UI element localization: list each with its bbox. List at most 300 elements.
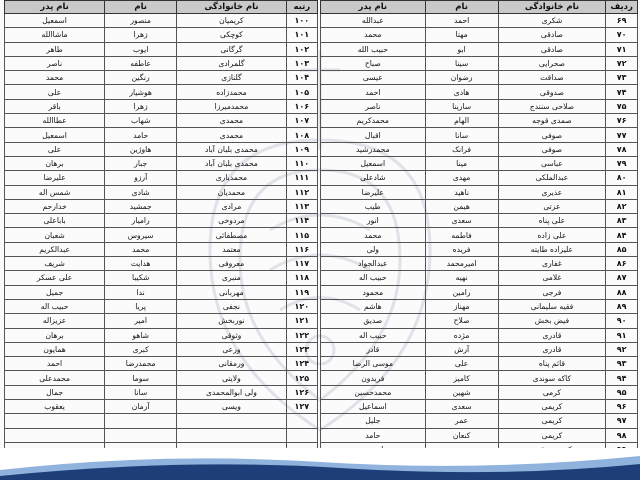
cell-rank: ۱۱۵ bbox=[286, 228, 317, 242]
cell-father: عزیزاله bbox=[5, 314, 105, 328]
cell-family: صادقی bbox=[498, 42, 606, 56]
cell-family: محمدی bbox=[177, 114, 287, 128]
cell-name: رامیار bbox=[105, 214, 177, 228]
cell-father: جمال bbox=[5, 385, 105, 399]
cell-name: سینا bbox=[425, 56, 498, 70]
cell-rank: ۱۱۷ bbox=[286, 257, 317, 271]
cell-rank: ۷۹ bbox=[606, 156, 638, 170]
table-row bbox=[321, 299, 638, 313]
cell-family: کریمیان bbox=[177, 14, 287, 28]
cell-family: ولی ابوالمحمدی bbox=[177, 385, 287, 399]
cell-father: جمیل bbox=[5, 285, 105, 299]
cell-father: ناصر bbox=[5, 56, 105, 70]
cell-name: آرزو bbox=[105, 171, 177, 185]
cell-father: عبدالجواد bbox=[321, 257, 426, 271]
cell-name: شاهو bbox=[105, 328, 177, 342]
table-row bbox=[321, 385, 638, 399]
cell-rank: ۷۸ bbox=[606, 142, 638, 156]
cell-family: صداقت bbox=[498, 71, 606, 85]
table-row bbox=[321, 156, 638, 170]
table-row bbox=[321, 371, 638, 385]
table-row bbox=[321, 199, 638, 213]
cell-name: کبری bbox=[105, 342, 177, 356]
cell-father: ماشاالله bbox=[5, 28, 105, 42]
cell-rank: ۱۲۰ bbox=[286, 299, 317, 313]
cell-rank: ۱۱۱ bbox=[286, 171, 317, 185]
cell-family: مهربانی bbox=[177, 285, 287, 299]
cell-father: حبیب اله bbox=[321, 328, 426, 342]
cell-name: سانا bbox=[105, 385, 177, 399]
cell-name: سعدی bbox=[425, 214, 498, 228]
cell-rank: ۷۳ bbox=[606, 71, 638, 85]
cell-name: ابو bbox=[425, 42, 498, 56]
cell-rank: ۸۹ bbox=[606, 299, 638, 313]
cell-name: شادی bbox=[105, 185, 177, 199]
cell-family: ولایتی bbox=[177, 371, 287, 385]
cell-name: فاطمه bbox=[425, 228, 498, 242]
cell-rank: ۷۱ bbox=[606, 42, 638, 56]
cell-family: کریمی bbox=[498, 400, 606, 414]
cell-family: معتمد bbox=[177, 242, 287, 256]
cell-family bbox=[177, 414, 287, 428]
table-row bbox=[321, 56, 638, 70]
table-row bbox=[5, 257, 318, 271]
cell-father: عیسی bbox=[321, 71, 426, 85]
cell-family: نجفی bbox=[177, 299, 287, 313]
cell-rank: ۸۰ bbox=[606, 171, 638, 185]
cell-father: علی عسکر bbox=[5, 271, 105, 285]
table-row bbox=[5, 371, 318, 385]
cell-rank: ۸۲ bbox=[606, 199, 638, 213]
cell-rank: ۱۲۵ bbox=[286, 371, 317, 385]
cell-family: علی پناه bbox=[498, 214, 606, 228]
cell-father: اسمعیل bbox=[5, 14, 105, 28]
footer-wave-graphic bbox=[0, 448, 640, 480]
cell-rank: ۸۵ bbox=[606, 242, 638, 256]
cell-rank: ۱۰۸ bbox=[286, 128, 317, 142]
cell-father: یعقوب bbox=[5, 400, 105, 414]
table-row bbox=[5, 114, 318, 128]
cell-father: احمد bbox=[321, 85, 426, 99]
cell-rank: ۹۲ bbox=[606, 342, 638, 356]
cell-father: موسی الرضا bbox=[321, 357, 426, 371]
cell-name: پریا bbox=[105, 299, 177, 313]
cell-rank: ۱۱۰ bbox=[286, 156, 317, 170]
table-row bbox=[321, 314, 638, 328]
cell-father: محمدعلی bbox=[5, 371, 105, 385]
table-header-row bbox=[5, 1, 318, 14]
cell-rank: ۹۷ bbox=[606, 414, 638, 428]
table-row bbox=[321, 414, 638, 428]
cell-rank: ۸۴ bbox=[606, 228, 638, 242]
table-row bbox=[5, 214, 318, 228]
cell-rank: ۷۰ bbox=[606, 28, 638, 42]
column-header-name: نام bbox=[425, 1, 498, 14]
cell-father: عبدالکریم bbox=[5, 242, 105, 256]
cell-name: حامد bbox=[105, 128, 177, 142]
table-row bbox=[5, 56, 318, 70]
cell-rank: ۸۳ bbox=[606, 214, 638, 228]
cell-father: احمد bbox=[5, 357, 105, 371]
cell-name: آرمان bbox=[105, 400, 177, 414]
table-row bbox=[5, 342, 318, 356]
applicants-table-left bbox=[4, 0, 318, 457]
cell-father: همایون bbox=[5, 342, 105, 356]
cell-father: باقر bbox=[5, 99, 105, 113]
applicants-table-right bbox=[320, 0, 638, 457]
cell-father: محمد bbox=[5, 71, 105, 85]
cell-rank: ۹۸ bbox=[606, 428, 638, 442]
table-left bbox=[4, 0, 318, 448]
cell-rank: ۷۵ bbox=[606, 99, 638, 113]
cell-father bbox=[5, 428, 105, 442]
cell-father: شعبان bbox=[5, 228, 105, 242]
cell-family: گرگانی bbox=[177, 42, 287, 56]
table-row bbox=[5, 42, 318, 56]
cell-name: امیرمحمد bbox=[425, 257, 498, 271]
cell-rank: ۱۰۱ bbox=[286, 28, 317, 42]
cell-family: گلنازی bbox=[177, 71, 287, 85]
cell-father: فریدون bbox=[321, 371, 426, 385]
cell-name: مژده bbox=[425, 328, 498, 342]
column-header-father: نام پدر bbox=[321, 1, 426, 14]
cell-family: معروفی bbox=[177, 257, 287, 271]
column-header-father: نام پدر bbox=[5, 1, 105, 14]
cell-father: محمد bbox=[321, 28, 426, 42]
cell-name: سانا bbox=[425, 128, 498, 142]
cell-rank: ۱۲۷ bbox=[286, 400, 317, 414]
cell-family: علیزاده طایته bbox=[498, 242, 606, 256]
cell-rank: ۱۱۸ bbox=[286, 271, 317, 285]
cell-rank: ۱۰۵ bbox=[286, 85, 317, 99]
cell-father: حبیب اله bbox=[5, 299, 105, 313]
table-row bbox=[5, 28, 318, 42]
cell-family: مرادی bbox=[177, 199, 287, 213]
column-header-family: نام خانوادگی bbox=[498, 1, 606, 14]
table-row bbox=[321, 428, 638, 442]
cell-name: جمشید bbox=[105, 199, 177, 213]
table-right bbox=[320, 0, 638, 448]
table-row bbox=[5, 85, 318, 99]
table-row bbox=[321, 28, 638, 42]
cell-family: صوفی bbox=[498, 128, 606, 142]
cell-name: آرش bbox=[425, 342, 498, 356]
cell-family: قائم پناه bbox=[498, 357, 606, 371]
table-row bbox=[321, 14, 638, 28]
table-row bbox=[5, 285, 318, 299]
table-row bbox=[321, 400, 638, 414]
table-row bbox=[5, 385, 318, 399]
cell-name bbox=[105, 414, 177, 428]
cell-name: سوما bbox=[105, 371, 177, 385]
cell-rank: ۸۷ bbox=[606, 271, 638, 285]
cell-father: علیرضا bbox=[5, 171, 105, 185]
cell-name: سیروس bbox=[105, 228, 177, 242]
cell-family: منبری bbox=[177, 271, 287, 285]
table-row bbox=[321, 257, 638, 271]
cell-rank: ۹۵ bbox=[606, 385, 638, 399]
cell-family: صادقی bbox=[498, 28, 606, 42]
cell-family: کریمی bbox=[498, 414, 606, 428]
cell-name: ایوب bbox=[105, 42, 177, 56]
cell-name: هادی bbox=[425, 85, 498, 99]
table-row bbox=[321, 357, 638, 371]
cell-name: محمد bbox=[105, 242, 177, 256]
cell-name bbox=[105, 428, 177, 442]
cell-name: مهدی bbox=[425, 171, 498, 185]
cell-name: نهیه bbox=[425, 271, 498, 285]
cell-name: رضوان bbox=[425, 71, 498, 85]
cell-name: فریده bbox=[425, 242, 498, 256]
cell-family: محمدمیرزا bbox=[177, 99, 287, 113]
column-header-rank: رتبه bbox=[286, 1, 317, 14]
cell-rank: ۱۲۳ bbox=[286, 342, 317, 356]
cell-father: علی bbox=[5, 85, 105, 99]
column-header-name: نام bbox=[105, 1, 177, 14]
cell-father: اسماعیل bbox=[321, 400, 426, 414]
cell-rank: ۹۶ bbox=[606, 400, 638, 414]
cell-rank: ۱۰۶ bbox=[286, 99, 317, 113]
cell-father: صباح bbox=[321, 56, 426, 70]
cell-rank: ۱۰۲ bbox=[286, 42, 317, 56]
table-row bbox=[5, 185, 318, 199]
cell-family: صلاحی سنندج bbox=[498, 99, 606, 113]
cell-name: علی bbox=[425, 357, 498, 371]
cell-father: حبیب اله bbox=[321, 271, 426, 285]
table-row bbox=[5, 314, 318, 328]
table-row bbox=[5, 128, 318, 142]
cell-name: سارینا bbox=[425, 99, 498, 113]
table-row bbox=[321, 85, 638, 99]
cell-rank: ۹۰ bbox=[606, 314, 638, 328]
cell-father: جلیل bbox=[321, 414, 426, 428]
cell-father: برهان bbox=[5, 328, 105, 342]
cell-rank: ۸۶ bbox=[606, 257, 638, 271]
footer-decoration bbox=[0, 448, 640, 480]
cell-family: صوفی bbox=[498, 142, 606, 156]
cell-rank: ۹۴ bbox=[606, 371, 638, 385]
cell-family: غفاری bbox=[498, 257, 606, 271]
cell-name: امیر bbox=[105, 314, 177, 328]
cell-family: علی زاده bbox=[498, 228, 606, 242]
table-row bbox=[321, 328, 638, 342]
table-row bbox=[5, 156, 318, 170]
cell-name: مهناز bbox=[425, 299, 498, 313]
table-row bbox=[5, 199, 318, 213]
cell-rank: ۱۰۳ bbox=[286, 56, 317, 70]
table-row bbox=[321, 171, 638, 185]
cell-rank: ۷۲ bbox=[606, 56, 638, 70]
cell-father: شادعلی bbox=[321, 171, 426, 185]
cell-father: خدارحم bbox=[5, 199, 105, 213]
cell-rank: ۸۱ bbox=[606, 185, 638, 199]
cell-family: عزتی bbox=[498, 199, 606, 213]
cell-rank: ۷۴ bbox=[606, 85, 638, 99]
table-row bbox=[321, 342, 638, 356]
column-header-family: نام خانوادگی bbox=[177, 1, 287, 14]
cell-family: صدوقی bbox=[498, 85, 606, 99]
cell-father: محمدرشید bbox=[321, 142, 426, 156]
cell-name: شکیبا bbox=[105, 271, 177, 285]
cell-rank bbox=[286, 428, 317, 442]
table-row bbox=[321, 99, 638, 113]
cell-rank: ۹۳ bbox=[606, 357, 638, 371]
table-row bbox=[5, 242, 318, 256]
cell-family: عباسی bbox=[498, 156, 606, 170]
cell-rank: ۱۱۹ bbox=[286, 285, 317, 299]
cell-father: طاهر bbox=[5, 42, 105, 56]
cell-rank: ۱۲۶ bbox=[286, 385, 317, 399]
cell-rank: ۱۱۶ bbox=[286, 242, 317, 256]
cell-name: هیمن bbox=[425, 199, 498, 213]
table-row bbox=[5, 357, 318, 371]
cell-father: محمدحسین bbox=[321, 385, 426, 399]
table-row bbox=[5, 14, 318, 28]
cell-father: طیب bbox=[321, 199, 426, 213]
cell-family: مصطفائی bbox=[177, 228, 287, 242]
table-row bbox=[321, 271, 638, 285]
table-row bbox=[5, 414, 318, 428]
table-row bbox=[321, 228, 638, 242]
cell-name: شهین bbox=[425, 385, 498, 399]
cell-rank: ۹۱ bbox=[606, 328, 638, 342]
table-row bbox=[5, 271, 318, 285]
cell-family: قادری bbox=[498, 342, 606, 356]
table-row bbox=[5, 99, 318, 113]
cell-family: محمدی bbox=[177, 128, 287, 142]
cell-father: ناصر bbox=[321, 99, 426, 113]
cell-family: فرجی bbox=[498, 285, 606, 299]
cell-name: عاطفه bbox=[105, 56, 177, 70]
cell-family: محمدیان bbox=[177, 185, 287, 199]
table-row bbox=[321, 114, 638, 128]
table-row bbox=[5, 428, 318, 442]
cell-rank: ۱۱۲ bbox=[286, 185, 317, 199]
cell-family: فقیه سلیمانی bbox=[498, 299, 606, 313]
cell-name: رنگین bbox=[105, 71, 177, 85]
cell-father: شریف bbox=[5, 257, 105, 271]
table-row bbox=[321, 242, 638, 256]
cell-family: محمدیاری bbox=[177, 171, 287, 185]
column-header-rank: ردیف bbox=[606, 1, 638, 14]
table-row bbox=[5, 71, 318, 85]
cell-family bbox=[177, 428, 287, 442]
cell-father: شمس اله bbox=[5, 185, 105, 199]
cell-family: مردوخی bbox=[177, 214, 287, 228]
cell-rank: ۱۰۴ bbox=[286, 71, 317, 85]
cell-father: محمدکریم bbox=[321, 114, 426, 128]
table-row bbox=[5, 171, 318, 185]
cell-family: صحرایی bbox=[498, 56, 606, 70]
cell-rank: ۱۲۲ bbox=[286, 328, 317, 342]
cell-name: محمدرضا bbox=[105, 357, 177, 371]
cell-family: عبدالملکی bbox=[498, 171, 606, 185]
cell-name: هدایت bbox=[105, 257, 177, 271]
table-row bbox=[321, 142, 638, 156]
cell-father: برهان bbox=[5, 156, 105, 170]
table-row bbox=[321, 185, 638, 199]
table-row bbox=[5, 328, 318, 342]
cell-name: ناهید bbox=[425, 185, 498, 199]
cell-father: اسمعیل bbox=[321, 156, 426, 170]
cell-rank: ۱۰۷ bbox=[286, 114, 317, 128]
cell-name: جبار bbox=[105, 156, 177, 170]
cell-family: کوچکی bbox=[177, 28, 287, 42]
cell-name: هوشیار bbox=[105, 85, 177, 99]
cell-name: مهتا bbox=[425, 28, 498, 42]
cell-father: اقبال bbox=[321, 128, 426, 142]
cell-name: کامیز bbox=[425, 371, 498, 385]
cell-rank: ۱۰۰ bbox=[286, 14, 317, 28]
cell-father: حبیب الله bbox=[321, 42, 426, 56]
cell-name: سعدی bbox=[425, 400, 498, 414]
cell-father: ولی bbox=[321, 242, 426, 256]
table-row bbox=[321, 285, 638, 299]
table-row bbox=[321, 128, 638, 142]
cell-father: انور bbox=[321, 214, 426, 228]
cell-father: عطاالله bbox=[5, 114, 105, 128]
cell-rank: ۱۱۴ bbox=[286, 214, 317, 228]
cell-family: صمدی قوجه bbox=[498, 114, 606, 128]
table-header-row bbox=[321, 1, 638, 14]
cell-father: حامد bbox=[321, 428, 426, 442]
cell-family: غلامی bbox=[498, 271, 606, 285]
cell-father: اسمعیل bbox=[5, 128, 105, 142]
cell-family: ورعی bbox=[177, 342, 287, 356]
cell-father bbox=[5, 414, 105, 428]
cell-name: منصور bbox=[105, 14, 177, 28]
cell-family: محمدزاده bbox=[177, 85, 287, 99]
cell-father: قادر bbox=[321, 342, 426, 356]
cell-name: ندا bbox=[105, 285, 177, 299]
cell-name: مینا bbox=[425, 156, 498, 170]
cell-rank: ۱۱۳ bbox=[286, 199, 317, 213]
cell-name: احمد bbox=[425, 14, 498, 28]
table-row bbox=[5, 228, 318, 242]
cell-father: علی bbox=[5, 142, 105, 156]
table-row bbox=[5, 299, 318, 313]
table-row bbox=[321, 214, 638, 228]
table-row bbox=[321, 42, 638, 56]
cell-family: محمدی بلبان آباد bbox=[177, 142, 287, 156]
cell-name: زهرا bbox=[105, 99, 177, 113]
cell-father: محمد bbox=[321, 228, 426, 242]
cell-name: کنعان bbox=[425, 428, 498, 442]
cell-family: محمدی بلبان آباد bbox=[177, 156, 287, 170]
cell-rank: ۶۹ bbox=[606, 14, 638, 28]
cell-father: علیرضا bbox=[321, 185, 426, 199]
cell-name: فرانک bbox=[425, 142, 498, 156]
table-row bbox=[321, 71, 638, 85]
cell-family: گلمرادی bbox=[177, 56, 287, 70]
cell-father: هاشم bbox=[321, 299, 426, 313]
cell-family: نوربخش bbox=[177, 314, 287, 328]
table-row bbox=[5, 142, 318, 156]
cell-father: عبدالله bbox=[321, 14, 426, 28]
cell-family: عذیری bbox=[498, 185, 606, 199]
cell-name: زهرا bbox=[105, 28, 177, 42]
cell-rank: ۷۷ bbox=[606, 128, 638, 142]
cell-rank: ۷۶ bbox=[606, 114, 638, 128]
cell-name: عمر bbox=[425, 414, 498, 428]
cell-family: شکری bbox=[498, 14, 606, 28]
cell-family: کرمی bbox=[498, 385, 606, 399]
cell-family: فیض بخش bbox=[498, 314, 606, 328]
cell-name: هاوژین bbox=[105, 142, 177, 156]
cell-name: صلاح bbox=[425, 314, 498, 328]
cell-family: ویسی bbox=[177, 400, 287, 414]
cell-name: رامین bbox=[425, 285, 498, 299]
